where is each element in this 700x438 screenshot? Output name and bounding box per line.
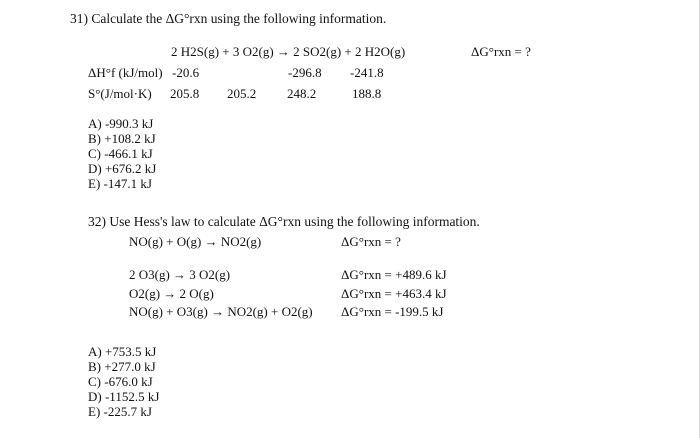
q31-dhf-value-h2s: -20.6 [172,65,200,80]
q31-s-value-o2: 205.2 [227,86,257,101]
q31-choice-a[interactable]: A) -990.3 kJ [88,116,154,131]
q32-choice-d[interactable]: D) -1152.5 kJ [88,389,160,404]
q31-choice-d[interactable]: D) +676.2 kJ [88,161,157,176]
q31-equation: 2 H2S(g) + 3 O2(g) → 2 SO2(g) + 2 H2O(g) [171,44,406,59]
q32-step2-dg: ΔG°rxn = +463.4 kJ [341,286,447,301]
q31-title: 31) Calculate the ΔG°rxn using the following information. [70,11,387,26]
q31-choice-e[interactable]: E) -147.1 kJ [88,176,152,191]
q31-s-label: S°(J/mol·K) [88,86,152,101]
q32-choice-b[interactable]: B) +277.0 kJ [88,359,156,374]
q32-target-reaction: NO(g) + O(g) → NO2(g) [129,234,262,249]
q31-s-value-h2o: 188.8 [352,86,382,101]
q31-choices [88,117,208,207]
q31-choice-c[interactable]: C) -466.1 kJ [88,146,153,161]
q31-s-value-h2s: 205.8 [170,86,200,101]
q32-choices [88,345,208,435]
q32-choice-c[interactable]: C) -676.0 kJ [88,374,153,389]
q31-dhf-value-so2: -296.8 [288,65,322,80]
q31-dhf-value-h2o: -241.8 [350,65,384,80]
q31-dg-label: ΔG°rxn = ? [471,44,531,59]
q31-dhf-label: ΔH°f (kJ/mol) [88,65,163,80]
q32-title: 32) Use Hess's law to calculate ΔG°rxn using the following information. [88,214,480,229]
q31-choice-b[interactable]: B) +108.2 kJ [88,131,156,146]
q32-choice-a[interactable]: A) +753.5 kJ [88,344,157,359]
q32-step3-dg: ΔG°rxn = -199.5 kJ [341,304,444,319]
q32-choice-e[interactable]: E) -225.7 kJ [88,404,152,419]
q32-step1-reaction: 2 O3(g) → 3 O2(g) [129,267,231,282]
q32-target-dg: ΔG°rxn = ? [341,234,401,249]
q32-step3-reaction: NO(g) + O3(g) → NO2(g) + O2(g) [129,304,313,319]
q31-s-value-so2: 248.2 [287,86,317,101]
q32-step1-dg: ΔG°rxn = +489.6 kJ [341,267,447,282]
q32-step2-reaction: O2(g) → 2 O(g) [129,286,214,301]
